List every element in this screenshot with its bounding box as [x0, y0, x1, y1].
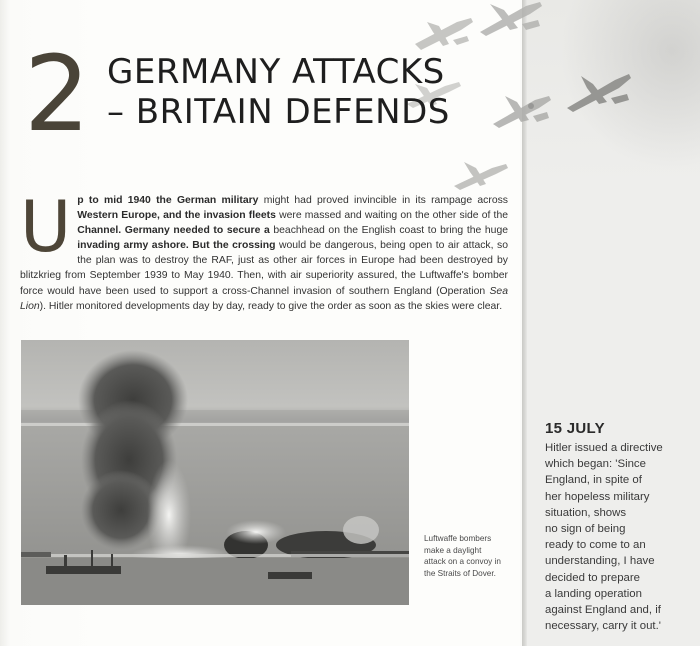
fighter-plane-icon — [565, 70, 635, 114]
sidebar-line: understanding, I have — [545, 555, 655, 568]
sidebar-line: situation, shows — [545, 506, 627, 519]
chapter-title — [107, 52, 450, 132]
sidebar-line: necessary, carry it out.' — [545, 620, 661, 633]
fighter-plane-icon — [491, 90, 555, 130]
chapter-number: 2 — [24, 33, 89, 155]
convoy-attack-photo — [21, 340, 409, 605]
sidebar-line: decided to prepare — [545, 571, 640, 584]
sidebar-line: which began: 'Since — [545, 458, 646, 471]
intro-text: would be dangerous, being open to air attack, so the plan was to destroy the RAF, just as other air forces in Europe had been destroyed by blitzkrieg from September 1939 to May 1940. Then, with air superiority assured, the Luftwaffe's bomber force would have been used to support a cross-Channel invasion of southern England (Operation — [20, 240, 508, 297]
fighter-plane-icon — [478, 0, 548, 38]
sidebar-line: no sign of being — [545, 523, 626, 536]
intro-text: were massed and waiting on the other side of the — [275, 210, 509, 222]
intro-bold: Western Europe, and the invasion fleets — [77, 210, 276, 222]
intro-text: ). Hitler monitored developments day by day, ready to give the order as soon as the skies were clear. — [39, 300, 503, 312]
operation-name: Sea Lion — [20, 285, 508, 312]
intro-bold: invading army ashore. But the crossing — [77, 240, 276, 252]
chapter-title-line-1: GERMANY ATTACKS — [107, 52, 445, 92]
sidebar-line: England, in spite of — [545, 474, 642, 487]
sidebar-line: her hopeless military — [545, 490, 650, 503]
intro-bold-lead: p to mid 1940 the German military — [77, 195, 259, 206]
sidebar-line: against England and, if — [545, 604, 661, 617]
photo-caption: Luftwaffe bombers make a daylight attack on a convoy in the Straits of Dover. — [424, 534, 501, 578]
fighter-plane-icon — [413, 14, 475, 56]
sidebar-date-heading: 15 JULY — [545, 420, 605, 437]
intro-text: beachhead on the English coast to bring the huge — [269, 225, 509, 237]
intro-paragraph — [20, 186, 509, 314]
chapter-title-line-2: – BRITAIN DEFENDS — [107, 92, 450, 132]
drop-cap: U — [20, 186, 72, 268]
sidebar-line: Hitler issued a directive — [545, 442, 663, 454]
fighter-plane-icon — [452, 158, 512, 192]
sidebar-line: ready to come to an — [545, 539, 646, 552]
intro-bold: Channel. Germany needed to secure a — [77, 225, 270, 237]
intro-text: might had proved invincible in its rampage across — [258, 195, 508, 206]
sidebar-quote — [545, 440, 695, 634]
sidebar-line: a landing operation — [545, 587, 642, 600]
